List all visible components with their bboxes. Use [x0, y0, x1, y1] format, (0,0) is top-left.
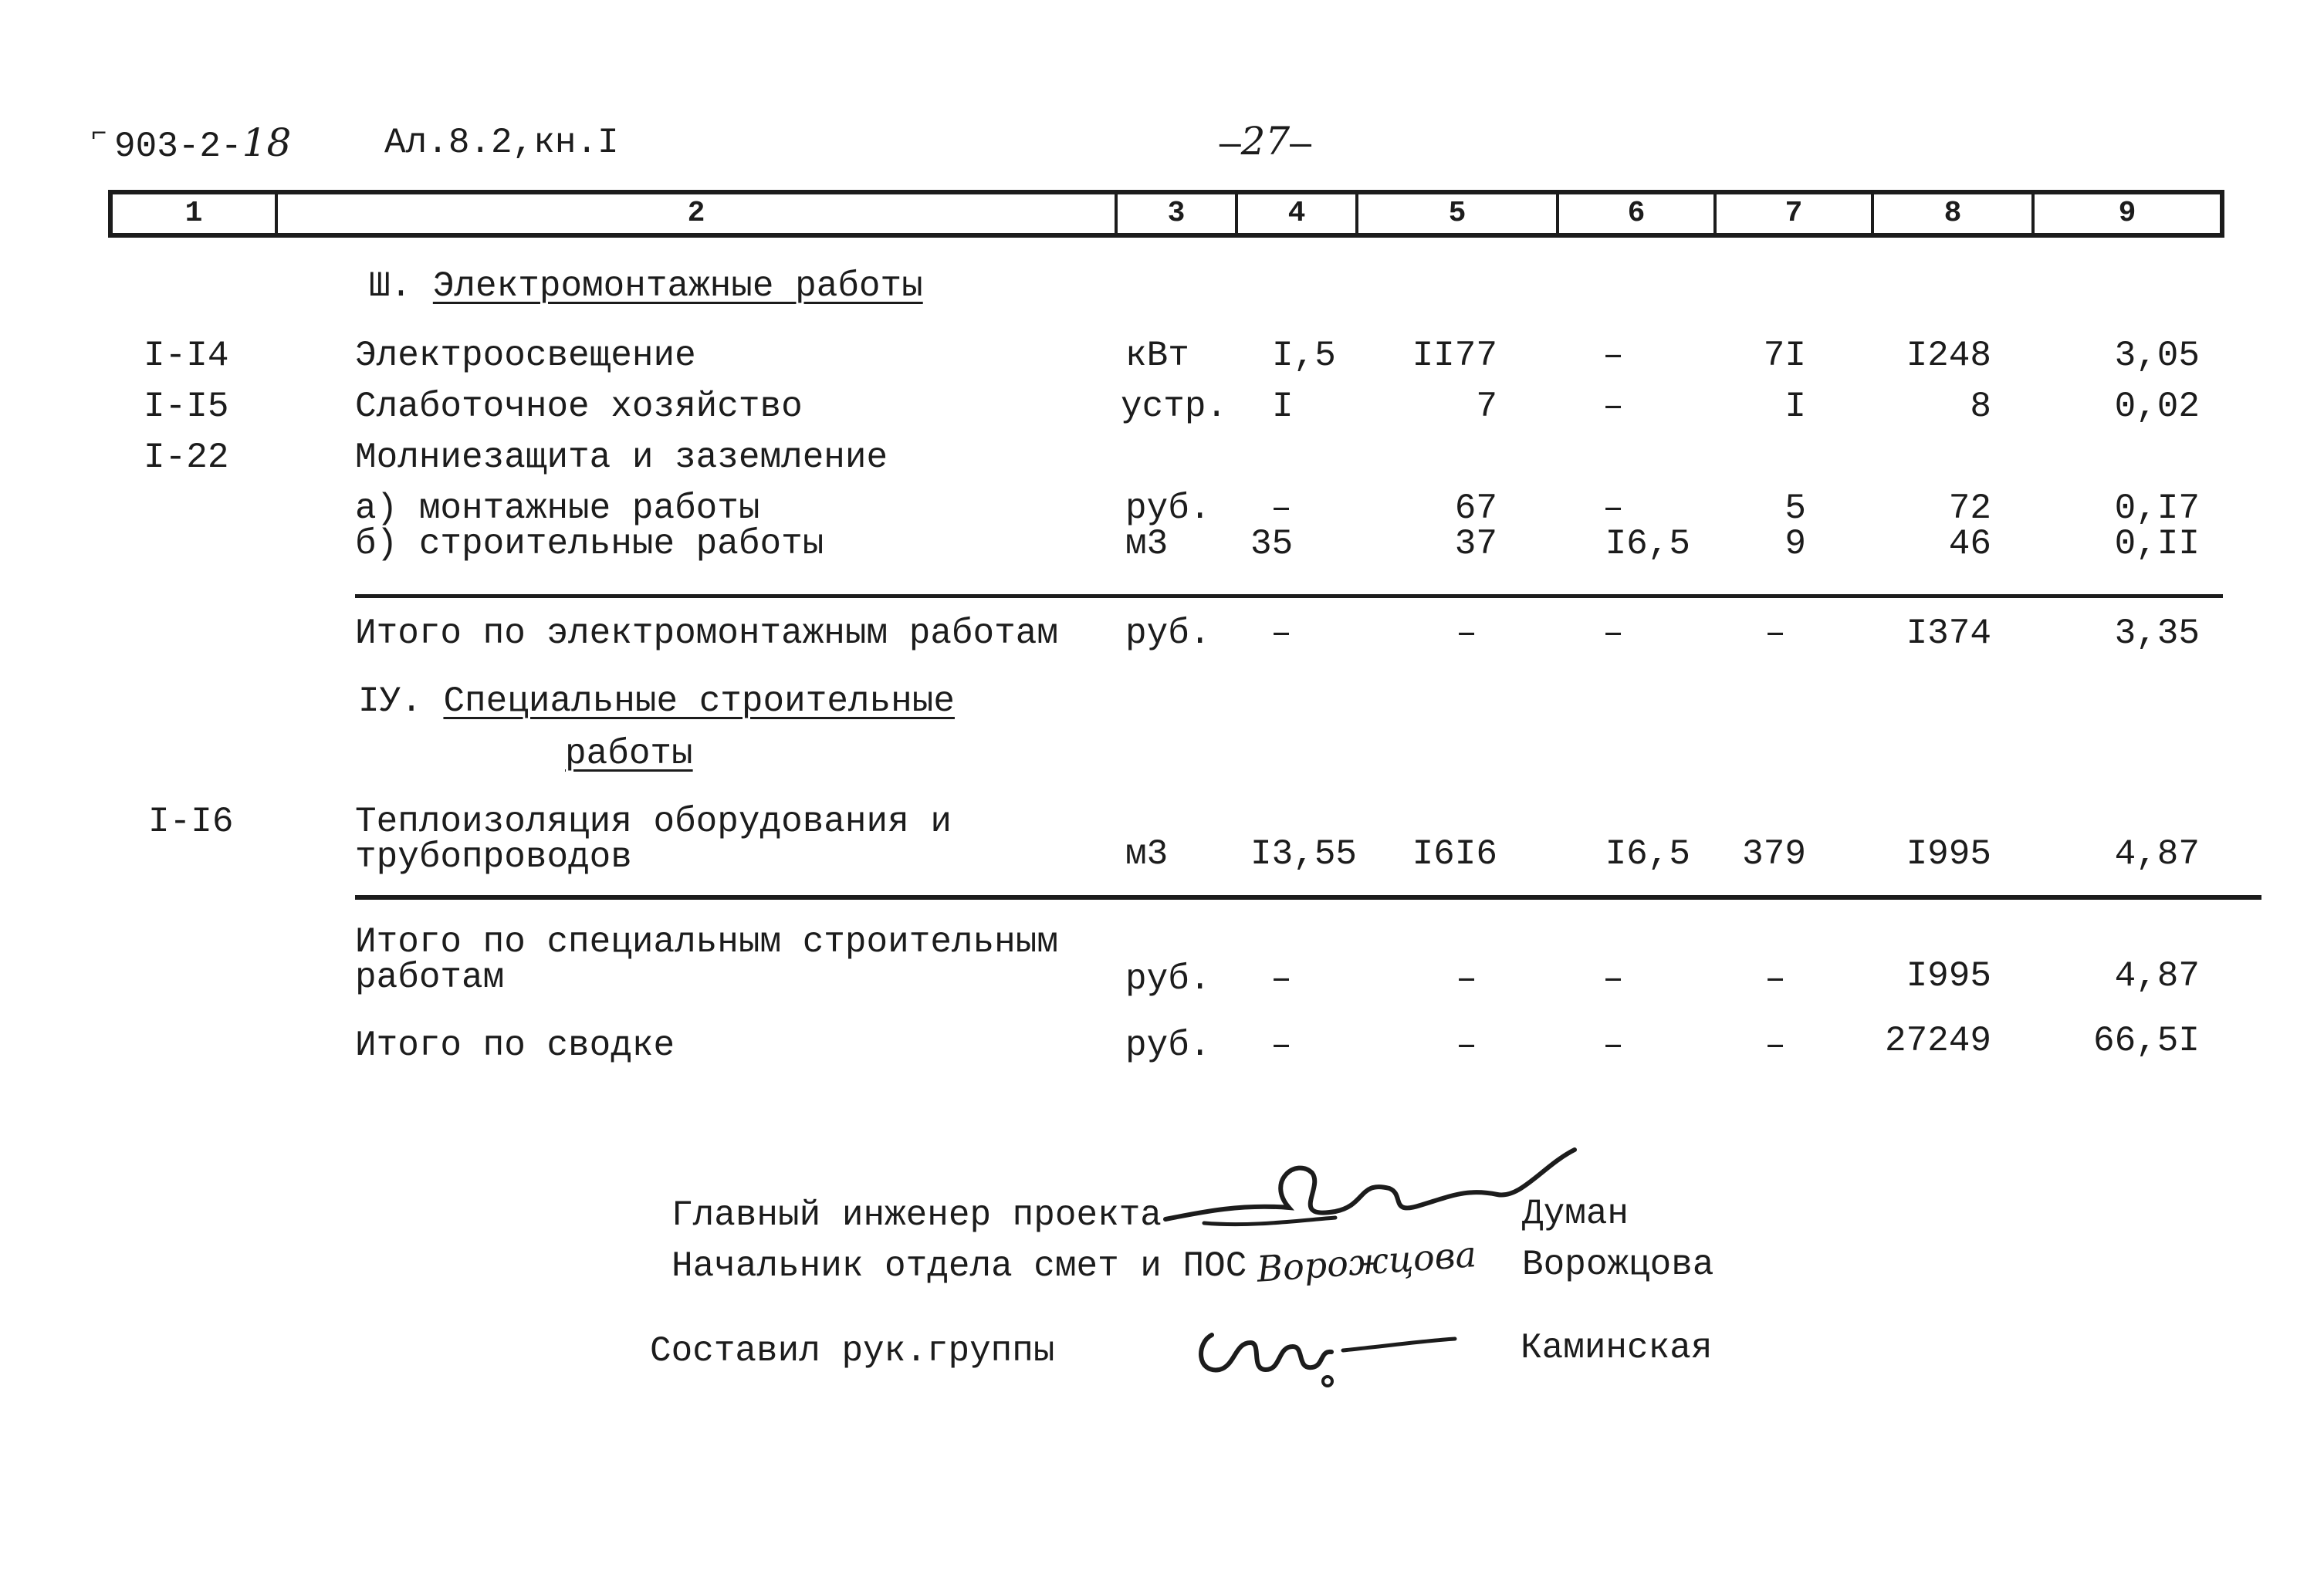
row-col6: – [1602, 387, 1624, 427]
row-col4: I,5 [1272, 336, 1336, 376]
row-col5: – [1456, 1026, 1477, 1066]
col-header-9: 9 [2118, 197, 2136, 230]
row-name: Слаботочное хозяйство [355, 387, 803, 427]
row-col4: 35 [1250, 524, 1294, 564]
signature-role-group-lead: Составил рук.группы [650, 1331, 1055, 1371]
section-4-heading-line2: работы [565, 734, 693, 774]
row-col5: – [1456, 959, 1477, 999]
handwritten-signature-1 [1158, 1134, 1590, 1250]
section-3-number: Ш. [369, 266, 412, 306]
signature-name-estimates-head: Ворожцова [1522, 1245, 1714, 1285]
corner-mark: ⌐ [91, 120, 107, 150]
row-col6: – [1602, 1026, 1624, 1066]
row-name: б) строительные работы [355, 524, 824, 564]
col-header-2: 2 [687, 197, 705, 230]
section-4-title [358, 682, 955, 721]
row-col4: I3,55 [1250, 834, 1358, 874]
section-3-title [369, 267, 923, 306]
row-col6: I6,5 [1605, 834, 1690, 874]
row-col4: – [1270, 613, 1292, 654]
row-col4: – [1270, 959, 1292, 999]
row-col7: 5 [1784, 488, 1806, 529]
row-col9: 3,35 [2114, 613, 2200, 654]
handwritten-signature-2: Ворожцова [1255, 1233, 1478, 1290]
row-col7: – [1764, 1026, 1786, 1066]
row-name: а) монтажные работы [355, 488, 760, 529]
row-col9: 0,II [2114, 524, 2200, 564]
row-code: I-I4 [144, 336, 229, 376]
row-col5: II77 [1412, 336, 1497, 376]
row-col9: 66,5I [2092, 1021, 2200, 1061]
row-name-line1: Теплоизоляция оборудования и [355, 802, 952, 842]
row-col6: – [1602, 613, 1624, 654]
row-col5: – [1456, 613, 1477, 654]
row-unit: устр. [1121, 387, 1228, 427]
row-col5: I6I6 [1412, 834, 1497, 874]
row-col9: 4,87 [2114, 834, 2200, 874]
col-header-7: 7 [1784, 197, 1803, 230]
row-col8: I995 [1906, 834, 1991, 874]
row-code: I-22 [144, 438, 229, 478]
row-col8: 27249 [1884, 1021, 1991, 1061]
row-name-line2: трубопроводов [355, 837, 632, 877]
row-unit: руб. [1125, 613, 1211, 654]
col-header-8: 8 [1943, 197, 1962, 230]
row-name: Молниезащита и заземление [355, 438, 888, 478]
section-divider [355, 895, 2261, 900]
row-col7: 7I [1763, 336, 1806, 376]
col-header-5: 5 [1448, 197, 1466, 230]
row-col6: – [1602, 488, 1624, 529]
row-col5: 37 [1454, 524, 1497, 564]
row-col7: I [1784, 387, 1806, 427]
row-col5: 67 [1454, 488, 1497, 529]
doc-code-handwritten: 18 [242, 120, 292, 165]
row-col7: – [1764, 613, 1786, 654]
signature-name-chief-engineer: Думан [1522, 1194, 1629, 1234]
doc-code-printed: 903-2- [114, 127, 242, 167]
row-col8: 8 [1970, 387, 1991, 427]
row-col7: 379 [1742, 834, 1806, 874]
section-4-number: IУ. [358, 681, 422, 721]
album-ref: Ал.8.2,кн.I [384, 123, 619, 163]
row-col6: – [1602, 959, 1624, 999]
section-3-heading: Электромонтажные работы [432, 266, 923, 306]
row-code: I-I6 [148, 802, 234, 842]
page-number: —27— [1220, 119, 1311, 165]
row-col4: I [1272, 387, 1294, 427]
row-col8: I374 [1906, 613, 1991, 654]
row-unit: руб. [1125, 488, 1211, 529]
row-code: I-I5 [144, 387, 229, 427]
row-col8: 46 [1948, 524, 1991, 564]
row-name: Электроосвещение [355, 336, 696, 376]
row-name-line2: работам [355, 958, 505, 998]
row-col8: 72 [1948, 488, 1991, 529]
row-unit: руб. [1125, 1026, 1211, 1066]
row-col9: 0,I7 [2114, 488, 2200, 529]
row-col9: 0,02 [2114, 387, 2200, 427]
row-col4: – [1270, 1026, 1292, 1066]
signature-name-group-lead: Каминская [1521, 1328, 1713, 1368]
row-name: Итого по сводке [355, 1026, 675, 1066]
row-col9: 3,05 [2114, 336, 2200, 376]
doc-code [114, 120, 292, 167]
row-col6: I6,5 [1605, 524, 1690, 564]
row-unit: м3 [1125, 834, 1169, 874]
section-4-heading-line1: Специальные строительные [443, 681, 955, 721]
page-number-value: 27 [1240, 119, 1291, 164]
col-header-3: 3 [1167, 197, 1186, 230]
row-col7: 9 [1784, 524, 1806, 564]
signature-role-chief-engineer: Главный инженер проекта [671, 1195, 1162, 1235]
col-header-1: 1 [184, 197, 203, 230]
handwritten-signature-3 [1189, 1304, 1459, 1397]
row-col9: 4,87 [2114, 956, 2200, 996]
section-divider [355, 594, 2223, 598]
row-col5: 7 [1476, 387, 1497, 427]
row-col6: – [1602, 336, 1624, 376]
row-name-line1: Итого по специальным строительным [355, 922, 1058, 962]
row-col7: – [1764, 959, 1786, 999]
col-header-4: 4 [1287, 197, 1306, 230]
row-col4: – [1270, 488, 1292, 529]
column-header-row [108, 190, 2224, 238]
col-header-6: 6 [1627, 197, 1646, 230]
row-unit: кВт [1125, 336, 1189, 376]
signature-role-estimates-head: Начальник отдела смет и ПОС [671, 1246, 1247, 1286]
row-col8: I248 [1906, 336, 1991, 376]
row-unit: руб. [1125, 959, 1211, 999]
row-name: Итого по электромонтажным работам [355, 613, 1058, 654]
row-unit: м3 [1125, 524, 1169, 564]
row-col8: I995 [1906, 956, 1991, 996]
